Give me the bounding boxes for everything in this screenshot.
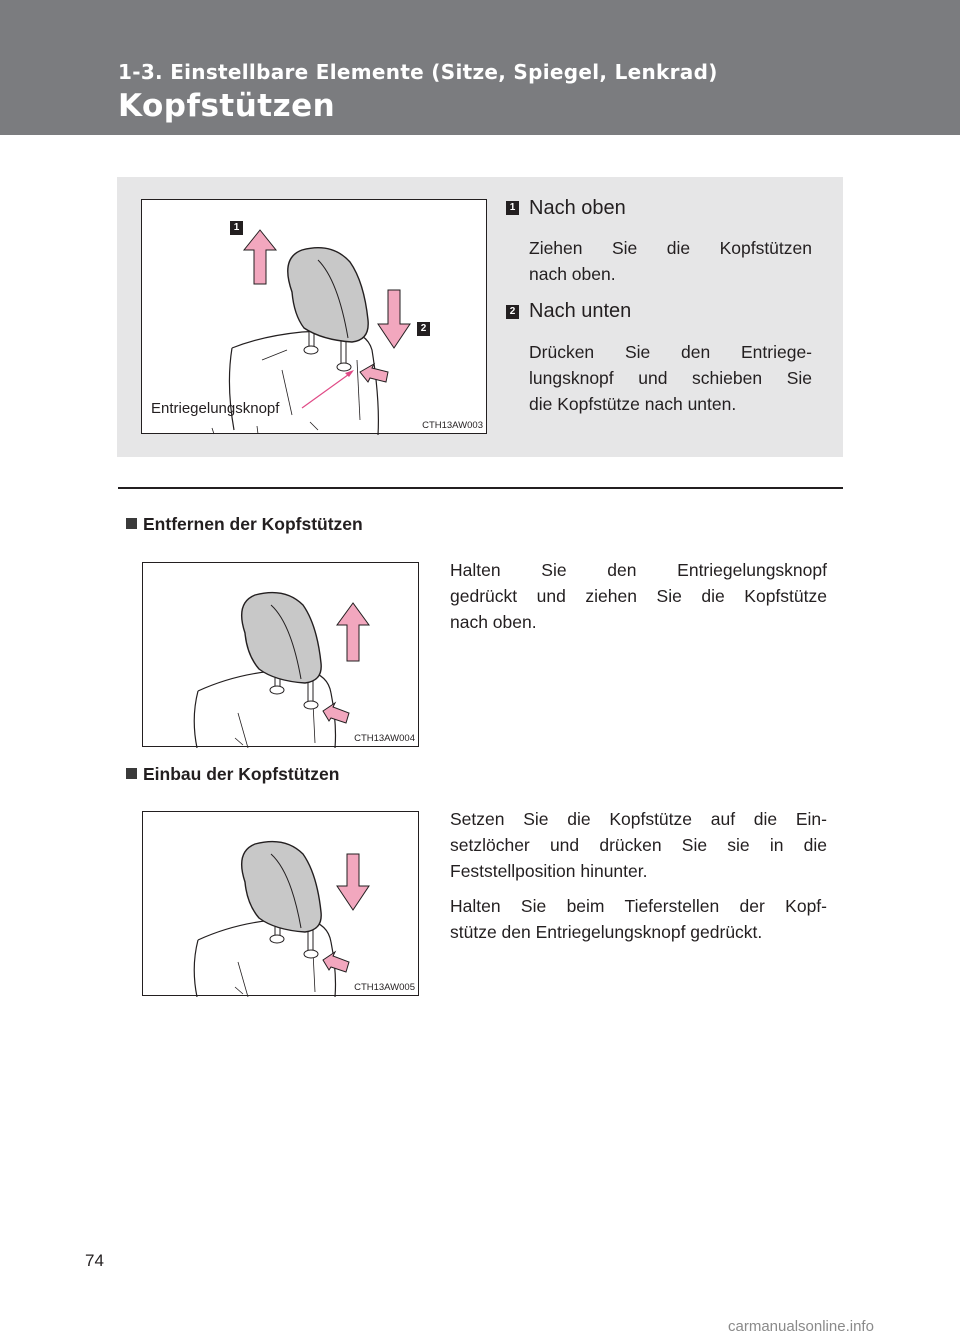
bullet-square-icon xyxy=(126,518,137,529)
step-title-up: Nach oben xyxy=(529,197,626,219)
header-band xyxy=(0,0,960,135)
release-button-callout: Entriegelungsknopf xyxy=(151,400,280,417)
step-marker-1: 1 xyxy=(506,201,519,215)
removal-heading: Entfernen der Kopfstützen xyxy=(126,514,363,535)
install-heading: Einbau der Kopfstützen xyxy=(126,764,339,785)
install-illustration xyxy=(143,812,420,997)
removal-illustration xyxy=(143,563,420,748)
figure-marker-1: 1 xyxy=(230,221,243,235)
removal-figure-code: CTH13AW004 xyxy=(354,733,415,744)
section-title: 1-3. Einstellbare Elemente (Sitze, Spiegel, Lenkrad) xyxy=(118,60,718,84)
install-figure xyxy=(142,811,419,996)
figure-marker-2: 2 xyxy=(417,322,430,336)
install-figure-code: CTH13AW005 xyxy=(354,982,415,993)
step-text-down: Drücken Sie den Entriege- lungsknopf und schieben Sie die Kopfstütze nach unten. xyxy=(529,342,812,414)
install-text: Setzen Sie die Kopfstütze auf die Ein- setzlöcher und drücken Sie sie in die Feststellposition hinunter. Halten Sie beim Tieferstellen der Kopf- stütze den Entriegelungsknopf gedrückt. xyxy=(450,809,827,942)
step-marker-2: 2 xyxy=(506,305,519,319)
headrest-adjust-figure xyxy=(141,199,487,434)
section-divider xyxy=(118,487,843,489)
figure-code: CTH13AW003 xyxy=(422,420,483,431)
removal-text: Halten Sie den Entriegelungsknopf gedrückt und ziehen Sie die Kopfstütze nach oben. xyxy=(450,560,827,632)
step-text-up: Ziehen Sie die Kopfstützen nach oben. xyxy=(529,238,812,284)
instruction-panel xyxy=(117,177,843,457)
up-arrow xyxy=(244,230,276,284)
bullet-square-icon xyxy=(126,768,137,779)
watermark: carmanualsonline.info xyxy=(728,1318,874,1335)
down-arrow xyxy=(378,290,410,348)
page-number: 74 xyxy=(85,1251,104,1270)
step-title-down: Nach unten xyxy=(529,300,632,322)
page-title: Kopfstützen xyxy=(118,88,336,124)
removal-figure xyxy=(142,562,419,747)
